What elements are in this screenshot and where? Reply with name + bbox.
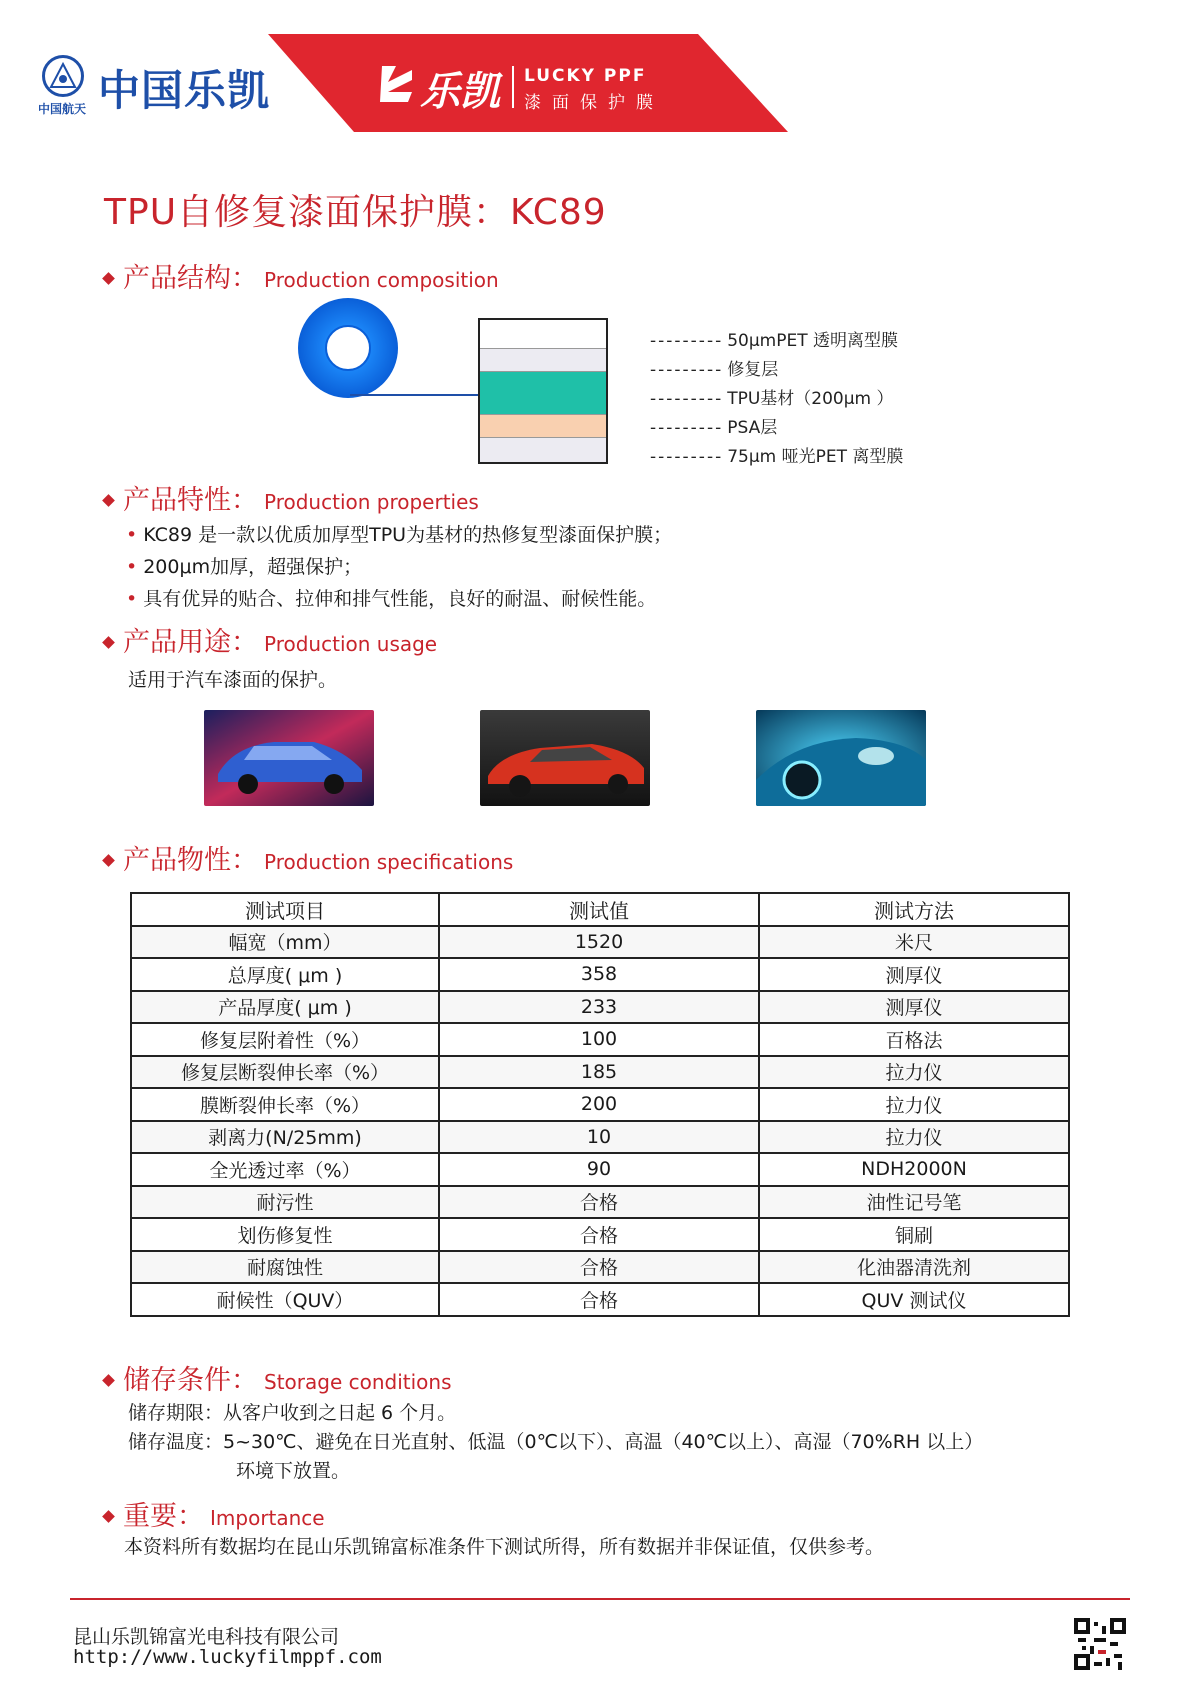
- layer-label: --------- TPU基材（200μm ）: [650, 389, 894, 409]
- layer-matte-pet: [480, 438, 606, 462]
- car-image-red-sedan: [480, 710, 650, 806]
- page-title: TPU自修复漆面保护膜：KC89: [104, 192, 607, 233]
- table-cell: 合格: [439, 1283, 759, 1316]
- table-cell: 修复层附着性（%）: [131, 1023, 439, 1056]
- table-header-row: [131, 893, 1069, 926]
- layer-tpu-base: [480, 372, 606, 415]
- logo-subtitle: 中国航天: [38, 102, 87, 116]
- table-row: [131, 1056, 1069, 1089]
- table-cell: 测厚仪: [759, 991, 1069, 1024]
- table-cell: 耐腐蚀性: [131, 1251, 439, 1284]
- table-cell: 米尺: [759, 926, 1069, 959]
- storage-temperature-cont: 环境下放置。: [236, 1460, 351, 1482]
- table-row: [131, 926, 1069, 959]
- table-cell: 185: [439, 1056, 759, 1089]
- table-row: [131, 1121, 1069, 1154]
- storage-temperature: 储存温度：5~30℃、避免在日光直射、低温（0℃以下）、高温（40℃以上）、高湿（70%RH 以上）: [128, 1431, 984, 1453]
- specs-table: [130, 892, 1070, 1317]
- table-row: [131, 1251, 1069, 1284]
- layer-psa: [480, 415, 606, 438]
- table-cell: 总厚度( μm ): [131, 958, 439, 991]
- table-header: 测试项目: [131, 893, 439, 926]
- table-cell: 100: [439, 1023, 759, 1056]
- table-cell: 90: [439, 1153, 759, 1186]
- table-cell: 膜断裂伸长率（%）: [131, 1088, 439, 1121]
- importance-text: 本资料所有数据均在昆山乐凯锦富标准条件下测试所得，所有数据并非保证值，仅供参考。: [124, 1536, 885, 1558]
- banner-english: LUCKY PPF: [524, 66, 647, 86]
- table-cell: 耐候性（QUV）: [131, 1283, 439, 1316]
- layer-pet-release: [480, 320, 606, 349]
- property-item: • KC89 是一款以优质加厚型TPU为基材的热修复型漆面保护膜；: [126, 524, 673, 546]
- table-row: [131, 1023, 1069, 1056]
- table-header: 测试方法: [759, 893, 1069, 926]
- car-image-blue-hatchback: [204, 710, 374, 806]
- table-row: [131, 1283, 1069, 1316]
- film-roll-icon: [296, 296, 400, 400]
- footer-url-link[interactable]: http://www.luckyfilmppf.com: [73, 1646, 382, 1668]
- section-usage-heading: 产品用途： Production usage: [104, 620, 437, 659]
- qr-code-icon: [1074, 1618, 1126, 1670]
- table-cell: 拉力仪: [759, 1056, 1069, 1089]
- car-image-blue-sportscar: [756, 710, 926, 806]
- section-properties-heading: 产品特性： Production properties: [104, 478, 479, 517]
- table-cell: 耐污性: [131, 1186, 439, 1219]
- table-row: [131, 1088, 1069, 1121]
- layer-label: --------- 修复层: [650, 360, 779, 380]
- usage-text: 适用于汽车漆面的保护。: [128, 669, 338, 691]
- table-row: [131, 958, 1069, 991]
- property-item: • 具有优异的贴合、拉伸和排气性能，良好的耐温、耐候性能。: [126, 588, 657, 610]
- table-cell: 233: [439, 991, 759, 1024]
- table-cell: 产品厚度( μm ): [131, 991, 439, 1024]
- table-cell: 358: [439, 958, 759, 991]
- table-row: [131, 1218, 1069, 1251]
- table-cell: 测厚仪: [759, 958, 1069, 991]
- section-specs-heading: 产品物性： Production specifications: [104, 838, 513, 877]
- footer-company: 昆山乐凯锦富光电科技有限公司: [73, 1626, 340, 1648]
- table-cell: 1520: [439, 926, 759, 959]
- table-row: [131, 1186, 1069, 1219]
- table-cell: 合格: [439, 1218, 759, 1251]
- table-row: [131, 991, 1069, 1024]
- table-cell: 拉力仪: [759, 1088, 1069, 1121]
- table-cell: 幅宽（mm）: [131, 926, 439, 959]
- table-cell: 10: [439, 1121, 759, 1154]
- banner-brand: 乐凯: [420, 69, 500, 115]
- table-cell: 修复层断裂伸长率（%）: [131, 1056, 439, 1089]
- diamond-bullet-icon: [102, 1374, 115, 1387]
- diamond-bullet-icon: [102, 1510, 115, 1523]
- diamond-bullet-icon: [102, 636, 115, 649]
- banner-divider: [512, 66, 514, 108]
- lucky-logo-icon: [378, 62, 416, 106]
- table-cell: NDH2000N: [759, 1153, 1069, 1186]
- table-cell: 合格: [439, 1251, 759, 1284]
- table-cell: 化油器清洗剂: [759, 1251, 1069, 1284]
- table-cell: 合格: [439, 1186, 759, 1219]
- table-cell: 油性记号笔: [759, 1186, 1069, 1219]
- section-structure-heading: 产品结构： Production composition: [104, 256, 499, 295]
- layer-label: --------- 50μmPET 透明离型膜: [650, 331, 899, 351]
- table-cell: 全光透过率（%）: [131, 1153, 439, 1186]
- roll-connector-line: [350, 394, 478, 396]
- table-row: [131, 1153, 1069, 1186]
- table-header: 测试值: [439, 893, 759, 926]
- table-cell: 拉力仪: [759, 1121, 1069, 1154]
- table-cell: 铜刷: [759, 1218, 1069, 1251]
- table-cell: 剥离力(N/25mm): [131, 1121, 439, 1154]
- diamond-bullet-icon: [102, 494, 115, 507]
- casc-logo-icon: [42, 55, 84, 97]
- layer-repair: [480, 349, 606, 372]
- banner-chinese: 漆面保护膜: [524, 93, 664, 113]
- footer-divider: [70, 1598, 1130, 1600]
- table-cell: 划伤修复性: [131, 1218, 439, 1251]
- table-cell: 200: [439, 1088, 759, 1121]
- table-cell: 百格法: [759, 1023, 1069, 1056]
- diamond-bullet-icon: [102, 272, 115, 285]
- section-importance-heading: 重要： Importance: [104, 1494, 325, 1533]
- section-storage-heading: 储存条件： Storage conditions: [104, 1358, 452, 1397]
- diamond-bullet-icon: [102, 854, 115, 867]
- company-logo-name: 中国乐凯: [98, 66, 271, 115]
- layer-label: --------- 75μm 哑光PET 离型膜: [650, 447, 904, 467]
- layer-stack: [478, 318, 608, 464]
- property-item: • 200μm加厚，超强保护；: [126, 556, 363, 578]
- layer-label: --------- PSA层: [650, 418, 778, 438]
- storage-period: 储存期限：从客户收到之日起 6 个月。: [128, 1402, 457, 1424]
- table-cell: QUV 测试仪: [759, 1283, 1069, 1316]
